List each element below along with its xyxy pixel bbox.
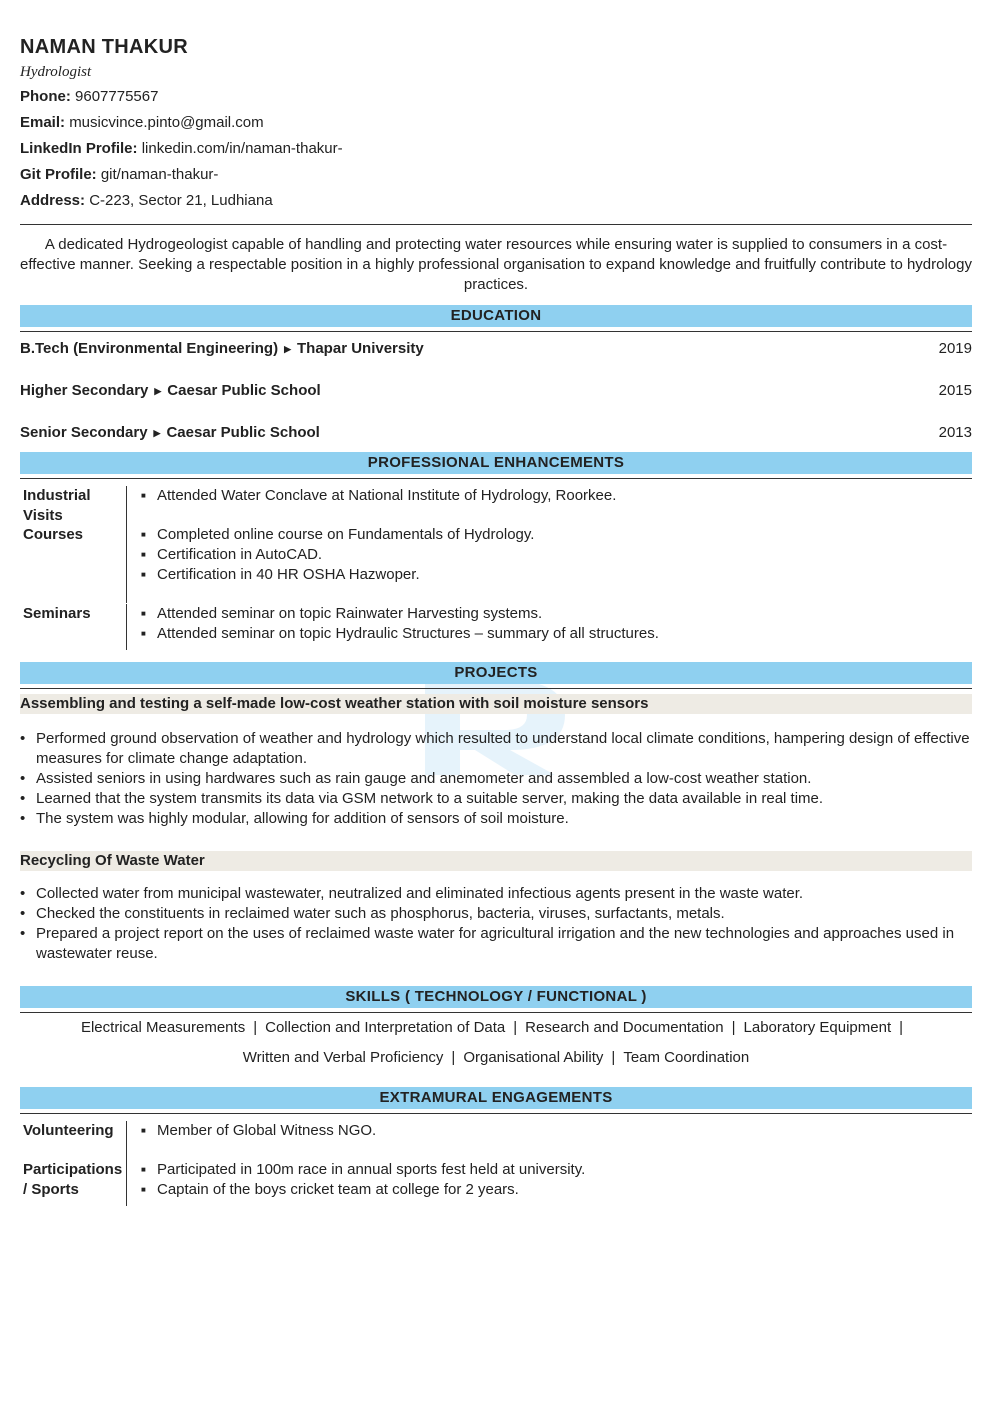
divider: [20, 688, 972, 689]
divider: [20, 1113, 972, 1114]
separator: |: [731, 1019, 736, 1036]
education-row: [20, 332, 972, 374]
group-label: Industrial Visits: [20, 486, 127, 526]
enhancement-group: [20, 486, 972, 526]
extramural-group: [20, 1121, 972, 1161]
degree: Senior Secondary: [20, 424, 148, 441]
candidate-name: NAMAN THAKUR: [20, 36, 189, 58]
year: 2015: [938, 382, 972, 399]
school: Thapar University: [297, 340, 424, 357]
contact-label: Email:: [20, 114, 66, 131]
section-heading-education: EDUCATION: [20, 305, 972, 327]
contact-phone: [20, 84, 972, 110]
separator: |: [899, 1019, 904, 1036]
skill-item: Electrical Measurements: [80, 1019, 246, 1036]
skill-item: Laboratory Equipment: [743, 1019, 892, 1036]
group-label: Seminars: [20, 604, 127, 650]
contact-label: Git Profile:: [20, 166, 97, 183]
education-row: [20, 416, 972, 458]
group-label: Participations / Sports: [20, 1160, 127, 1206]
skills-line: [20, 1013, 972, 1043]
contact-email: [20, 110, 972, 136]
summary-text: A dedicated Hydrogeologist capable of handling and protecting water resources while ensuring water is supplied to consumers in a cost-effective manner. Seeking a respectable position in a highly professional organisation to expand knowledge and fruitfully contribute to hydrology practices.: [20, 236, 972, 293]
separator: |: [451, 1049, 456, 1066]
list-item: • Performed ground observation of weather and hydrology which resulted to understand local climate conditions, hampering design of effective measures for climate change adaptation.: [20, 729, 972, 769]
skills-list: [20, 1013, 972, 1073]
section-heading-projects: PROJECTS: [20, 662, 972, 684]
skill-item: Organisational Ability: [463, 1049, 604, 1066]
skill-item: Collection and Interpretation of Data: [265, 1019, 506, 1036]
projects-list: [20, 694, 972, 964]
list-item: ■ Captain of the boys cricket team at college for 2 years.: [141, 1180, 585, 1200]
year: 2013: [938, 424, 972, 441]
skill-item: Written and Verbal Proficiency: [242, 1049, 444, 1066]
separator: |: [611, 1049, 616, 1066]
skills-line: [20, 1043, 972, 1073]
degree: Higher Secondary: [20, 382, 149, 399]
group-label: Volunteering: [20, 1121, 127, 1161]
list-item: • Assisted seniors in using hardwares such as rain gauge and anemometer and assembled a low-cost weather station.: [20, 769, 972, 789]
section-heading-enhancements: PROFESSIONAL ENHANCEMENTS: [20, 452, 972, 474]
contact-address: [20, 188, 972, 214]
list-item: ■ Attended seminar on topic Hydraulic Structures – summary of all structures.: [141, 624, 659, 644]
list-item: ■ Completed online course on Fundamentals of Hydrology.: [141, 525, 534, 545]
section-heading-extramural: EXTRAMURAL ENGAGEMENTS: [20, 1087, 972, 1109]
enhancement-group: [20, 604, 972, 650]
extramural-group: [20, 1160, 972, 1206]
extramural-list: [20, 1121, 972, 1206]
list-item: ■ Attended Water Conclave at National Institute of Hydrology, Roorkee.: [141, 486, 616, 506]
list-item: ■ Participated in 100m race in annual sports fest held at university.: [141, 1160, 585, 1180]
separator: |: [513, 1019, 518, 1036]
list-item: • Prepared a project report on the uses of reclaimed waste water for agricultural irrigation and the new technologies and approaches used in wastewater reuse.: [20, 924, 972, 964]
contact-value[interactable]: git/naman-thakur-: [100, 166, 219, 183]
separator: |: [253, 1019, 258, 1036]
education-row: [20, 374, 972, 416]
contact-label: Address:: [20, 192, 86, 209]
school: Caesar Public School: [167, 382, 321, 399]
list-item: ■ Attended seminar on topic Rainwater Harvesting systems.: [141, 604, 659, 624]
list-item: ■ Member of Global Witness NGO.: [141, 1121, 376, 1141]
list-item: • Checked the constituents in reclaimed water such as phosphorus, bacteria, viruses, surfactants, metals.: [20, 904, 972, 924]
skill-item: Research and Documentation: [525, 1019, 724, 1036]
degree: B.Tech (Environmental Engineering): [20, 340, 279, 357]
contact-git: [20, 162, 972, 188]
school: Caesar Public School: [166, 424, 320, 441]
contact-value[interactable]: musicvince.pinto@gmail.com: [69, 114, 264, 131]
play-arrow-icon: ▶: [284, 344, 292, 354]
education-list: [20, 332, 972, 458]
project-title: Recycling Of Waste Water: [20, 851, 972, 871]
resume-page: [20, 36, 972, 1206]
list-item: • The system was highly modular, allowing for addition of sensors of soil moisture.: [20, 809, 972, 829]
skill-item: Team Coordination: [623, 1049, 750, 1066]
contact-value: C-223, Sector 21, Ludhiana: [89, 192, 273, 209]
list-item: ■ Certification in 40 HR OSHA Hazwoper.: [141, 565, 534, 585]
enhancements-list: [20, 486, 972, 650]
list-item: ■ Certification in AutoCAD.: [141, 545, 534, 565]
section-heading-skills: SKILLS ( TECHNOLOGY / FUNCTIONAL ): [20, 986, 972, 1008]
play-arrow-icon: ▶: [154, 386, 162, 396]
contact-value[interactable]: linkedin.com/in/naman-thakur-: [141, 140, 343, 157]
divider: [20, 478, 972, 479]
group-label: Courses: [20, 525, 127, 603]
project-title: Assembling and testing a self-made low-cost weather station with soil moisture sensors: [20, 694, 972, 714]
contact-label: LinkedIn Profile:: [20, 140, 138, 157]
enhancement-group: [20, 525, 972, 603]
contact-label: Phone:: [20, 88, 71, 105]
list-item: • Learned that the system transmits its data via GSM network to a suitable server, making the data available in real time.: [20, 789, 972, 809]
contact-linkedin: [20, 136, 972, 162]
play-arrow-icon: ▶: [153, 428, 161, 438]
list-item: • Collected water from municipal wastewater, neutralized and eliminated infectious agents present in the waste water.: [20, 884, 972, 904]
contact-value: 9607775567: [75, 88, 159, 105]
year: 2019: [938, 340, 972, 357]
candidate-title: Hydrologist: [20, 64, 92, 80]
